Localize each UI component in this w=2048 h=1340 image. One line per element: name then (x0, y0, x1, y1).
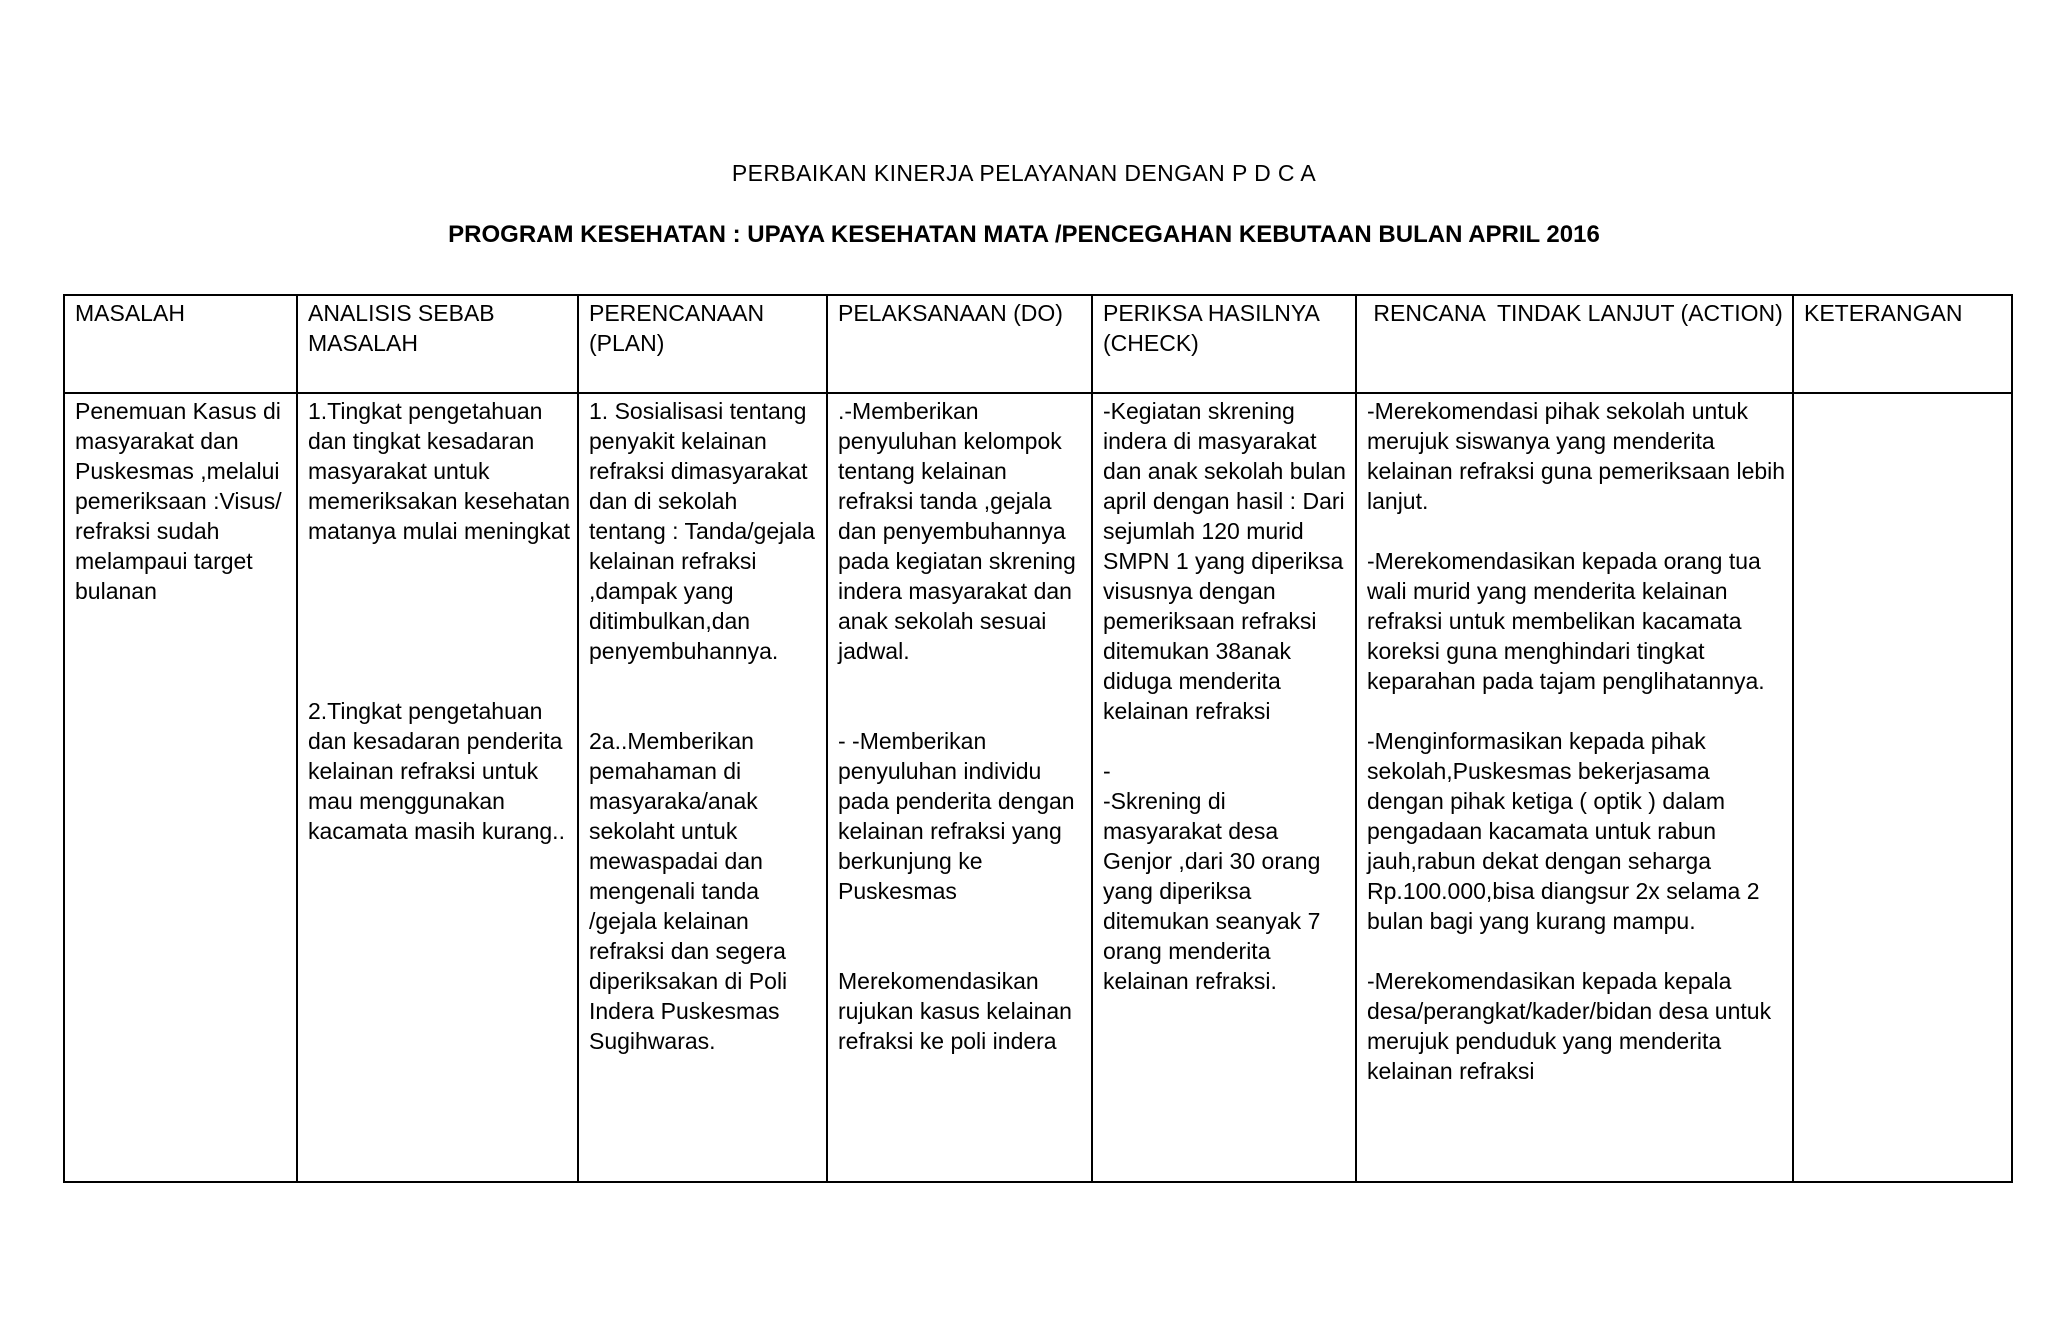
pdca-table (63, 294, 2013, 1183)
masalah-text: Penemuan Kasus di masyarakat dan Puskesmas ,melalui pemeriksaan :Visus/ refraksi sudah melampaui target bulanan (75, 398, 282, 604)
action-item-4: -Merekomendasikan kepada kepala desa/perangkat/kader/bidan desa untuk merujuk penduduk yang menderita kelainan refraksi (1367, 968, 1772, 1084)
plan-item-2: 2a..Memberikan pemahaman di masyaraka/anak sekolaht untuk mewaspadai dan mengenali tanda /gejala kelainan refraksi dan segera diperiksakan di Poli Indera Puskesmas Sugihwaras. (589, 728, 788, 1054)
check-item-1: -Kegiatan skrening indera di masyarakat dan anak sekolah bulan april dengan hasil : Dari sejumlah 120 murid SMPN 1 yang diperiksa visusnya dengan pemeriksaan refraksi ditemukan 38anak diduga menderita kelainan refraksi (1103, 398, 1346, 724)
header-check: PERIKSA HASILNYA (CHECK) (1092, 295, 1356, 393)
header-keterangan: KETERANGAN (1793, 295, 2012, 393)
cell-plan (578, 393, 827, 1182)
table-row (64, 393, 2012, 1182)
cell-keterangan (1793, 393, 2012, 1182)
do-item-3: Merekomendasikan rujukan kasus kelainan refraksi ke poli indera (838, 968, 1072, 1054)
check-item-3: -Skrening di masyarakat desa Genjor ,dari 30 orang yang diperiksa ditemukan seanyak 7 orang menderita kelainan refraksi. (1103, 788, 1321, 994)
action-item-1: -Merekomendasi pihak sekolah untuk merujuk siswanya yang menderita kelainan refraksi guna pemeriksaan lebih lanjut. (1367, 398, 1786, 514)
header-masalah: MASALAH (64, 295, 297, 393)
header-do: PELAKSANAAN (DO) (827, 295, 1092, 393)
check-item-2: - (1103, 758, 1111, 784)
header-action: RENCANA TINDAK LANJUT (ACTION) (1356, 295, 1793, 393)
page-title: PERBAIKAN KINERJA PELAYANAN DENGAN P D C A (731, 160, 1317, 186)
do-item-1: .-Memberikan penyuluhan kelompok tentang kelainan refraksi tanda ,gejala dan penyembuhannya pada kegiatan skrening indera masyarakat dan anak sekolah sesuai jadwal. (838, 398, 1076, 664)
cell-action (1356, 393, 1793, 1182)
action-item-3: -Menginformasikan kepada pihak sekolah,Puskesmas bekerjasama dengan pihak ketiga ( optik ) dalam pengadaan kacamata untuk rabun jauh,rabun dekat dengan seharga Rp.100.000,bisa diangsur 2x selama 2 bulan bagi yang kurang mampu. (1367, 728, 1760, 934)
program-title: PROGRAM KESEHATAN : UPAYA KESEHATAN MATA /PENCEGAHAN KEBUTAAN BULAN APRIL 2016 (448, 221, 1600, 248)
header-analisis: ANALISIS SEBAB MASALAH (297, 295, 578, 393)
action-item-2: -Merekomendasikan kepada orang tua wali murid yang menderita kelainan refraksi untuk membelikan kacamata koreksi guna menghindari tingkat keparahan pada tajam penglihatannya. (1367, 548, 1765, 694)
do-item-2: - -Memberikan penyuluhan individu pada penderita dengan kelainan refraksi yang berkunjung ke Puskesmas (838, 728, 1075, 904)
cell-do (827, 393, 1092, 1182)
cell-masalah (64, 393, 297, 1182)
cell-analisis (297, 393, 578, 1182)
cell-check (1092, 393, 1356, 1182)
table-header-row (64, 295, 2012, 393)
plan-item-1: 1. Sosialisasi tentang penyakit kelainan refraksi dimasyarakat dan di sekolah tentang : Tanda/gejala kelainan refraksi ,dampak yang ditimbulkan,dan penyembuhannya. (589, 398, 815, 664)
analisis-item-1: 1.Tingkat pengetahuan dan tingkat kesadaran masyarakat untuk memeriksakan kesehatan matanya mulai meningkat (308, 398, 571, 544)
header-plan: PERENCANAAN (PLAN) (578, 295, 827, 393)
analisis-item-2: 2.Tingkat pengetahuan dan kesadaran penderita kelainan refraksi untuk mau menggunakan kacamata masih kurang.. (308, 698, 565, 844)
